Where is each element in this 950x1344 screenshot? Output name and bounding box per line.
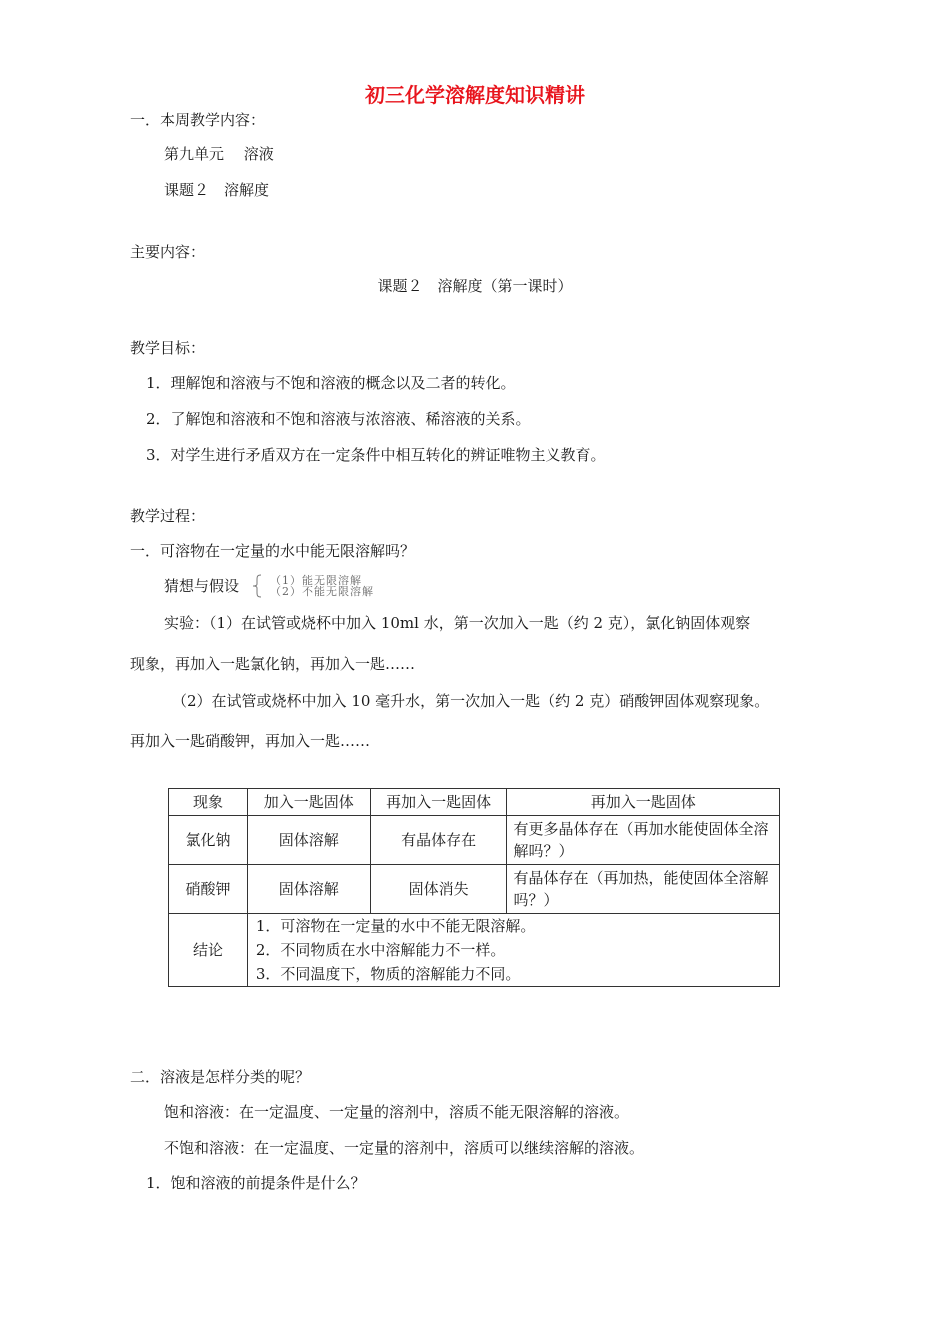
question-1: 一．可溶物在一定量的水中能无限溶解吗？	[130, 542, 416, 560]
goal-item-2: 2．了解饱和溶液和不饱和溶液与浓溶液、稀溶液的关系。	[146, 410, 531, 428]
table-cell: 有晶体存在（再加热，能使固体全溶解吗？）	[507, 865, 780, 914]
guess-option-2: （2）不能无限溶解	[270, 585, 374, 598]
table-header-cell: 加入一匙固体	[247, 789, 370, 816]
table-row	[169, 816, 780, 865]
table-cell: 氯化钠	[169, 816, 248, 865]
conclusion-cell	[247, 914, 779, 987]
table-cell: 固体溶解	[247, 816, 370, 865]
process-label: 教学过程：	[130, 507, 206, 525]
guess-label: 猜想与假设	[164, 577, 240, 595]
experiment-line-1: 实验：（1）在试管或烧杯中加入 10ml 水，第一次加入一匙（约 2 克），氯化钠固体观察	[164, 614, 751, 632]
topic-line: 课题２ 溶解度	[164, 181, 270, 199]
goal-item-1: 1．理解饱和溶液与不饱和溶液的概念以及二者的转化。	[146, 374, 516, 392]
table-header-row	[169, 789, 780, 816]
document-title: 初三化学溶解度知识精讲	[365, 83, 585, 107]
table-header-cell: 再加入一匙固体	[507, 789, 780, 816]
section1-heading: 一．本周教学内容：	[130, 111, 266, 129]
table-header-cell: 再加入一匙固体	[370, 789, 507, 816]
saturated-definition: 饱和溶液：在一定温度、一定量的溶剂中，溶质不能无限溶解的溶液。	[164, 1103, 630, 1121]
table-row	[169, 865, 780, 914]
unit-line: 第九单元 溶液	[164, 145, 274, 163]
unsaturated-definition: 不饱和溶液：在一定温度、一定量的溶剂中，溶质可以继续溶解的溶液。	[164, 1139, 645, 1157]
goals-label: 教学目标：	[130, 339, 206, 357]
main-content-label: 主要内容：	[130, 243, 206, 261]
lesson-title: 课题２ 溶解度（第一课时）	[377, 277, 573, 295]
experiment-table	[168, 788, 780, 987]
sub-question-1: 1．饱和溶液的前提条件是什么？	[146, 1174, 366, 1192]
conclusion-item-1: 1．可溶物在一定量的水中不能无限溶解。	[255, 917, 536, 935]
conclusion-label: 结论	[169, 914, 248, 987]
brace-icon	[252, 574, 262, 598]
table-cell: 硝酸钾	[169, 865, 248, 914]
experiment-line-4: 再加入一匙硝酸钾，再加入一匙……	[130, 732, 371, 750]
table-header-cell: 现象	[169, 789, 248, 816]
conclusion-item-3: 3．不同温度下，物质的溶解能力不同。	[255, 965, 521, 983]
guess-option-1: （1）能无限溶解	[270, 574, 362, 587]
guess-options	[270, 575, 374, 597]
conclusion-item-2: 2．不同物质在水中溶解能力不一样。	[255, 941, 506, 959]
experiment-line-3: （2）在试管或烧杯中加入 10 毫升水，第一次加入一匙（约 2 克）硝酸钾固体观察现象。	[172, 692, 770, 710]
goal-item-3: 3．对学生进行矛盾双方在一定条件中相互转化的辨证唯物主义教育。	[146, 446, 606, 464]
table-cell: 有更多晶体存在（再加水能使固体全溶解吗？）	[507, 816, 780, 865]
question-2: 二．溶液是怎样分类的呢？	[130, 1068, 311, 1086]
conclusion-row	[169, 914, 780, 987]
experiment-line-2: 现象，再加入一匙氯化钠，再加入一匙……	[130, 655, 416, 673]
table-cell: 有晶体存在	[370, 816, 507, 865]
table-cell: 固体消失	[370, 865, 507, 914]
table-cell: 固体溶解	[247, 865, 370, 914]
